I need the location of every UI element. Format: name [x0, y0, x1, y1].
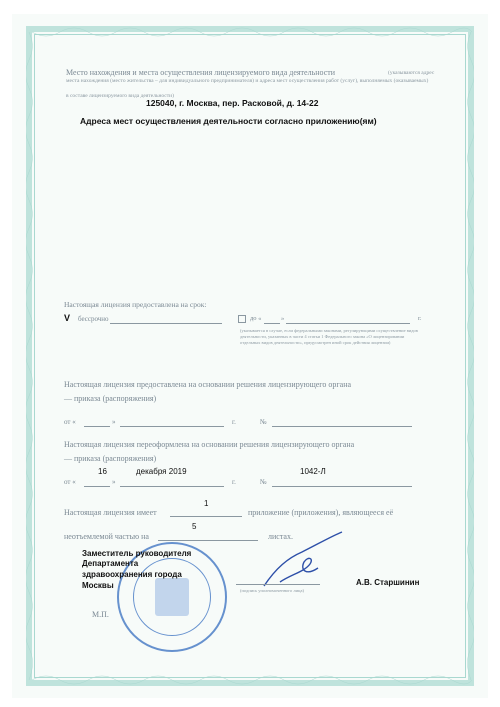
- seal-place-label: М.П.: [92, 610, 109, 619]
- signatory-title-3: здравоохранения города: [82, 570, 182, 579]
- until-prefix: до «: [250, 315, 262, 322]
- basis-month-line: [120, 426, 224, 427]
- places-value: Адреса мест осуществления деятельности согласно приложению(ям): [80, 116, 377, 126]
- reissue-quote: »: [112, 478, 116, 486]
- signature-line: [236, 584, 320, 585]
- reissue-label: Настоящая лицензия переоформлена на основании решения лицензирующего органа: [64, 440, 355, 449]
- reissue-number-line: [272, 486, 412, 487]
- location-label: Место нахождения и места осуществления лицензируемого вида деятельности: [66, 68, 336, 77]
- until-month-line: [286, 323, 410, 324]
- reissue-month-line: [120, 486, 224, 487]
- basis-number-line: [272, 426, 412, 427]
- basis-label-2: — приказа (распоряжения): [64, 394, 157, 403]
- until-day-line: [264, 323, 280, 324]
- basis-number: №: [260, 418, 267, 426]
- reissue-from: от «: [64, 478, 76, 486]
- basis-day-line: [84, 426, 110, 427]
- reissue-order-number: 1042-Л: [300, 467, 326, 476]
- until-quote: »: [281, 315, 285, 322]
- until-checkbox: [238, 315, 246, 323]
- seal-emblem: [155, 578, 189, 616]
- appendix-line2-prefix: неотъемлемой частью на: [64, 532, 149, 541]
- basis-from: от «: [64, 418, 76, 426]
- location-note-2: в составе лицензируемого вида деятельности): [66, 93, 174, 99]
- term-indefinite: бессрочно: [78, 315, 109, 323]
- appendix-pages-line: [158, 540, 258, 541]
- signature: [258, 528, 348, 592]
- term-note: (указывается в случае, если федеральными законами, регулирующими осуществление видов деятельности, указанных в части 4 статьи 1 Федерального закона «О лицензировании отдельных видов деятельности», предусмотрен иной срок действия лицензии): [240, 328, 418, 345]
- appendix-count: 1: [204, 499, 209, 508]
- basis-label: Настоящая лицензия предоставлена на основании решения лицензирующего органа: [64, 380, 352, 389]
- location-note: места нахождения (место жительства – для индивидуального предпринимателя) и адреса мест осуществления работ (услуг), выполняемых (оказываемых): [66, 78, 429, 84]
- basis-year: г.: [232, 418, 236, 426]
- address-value: 125040, г. Москва, пер. Расковой, д. 14-22: [146, 98, 319, 108]
- reissue-day: 16: [98, 467, 107, 476]
- until-year: г.: [418, 315, 422, 322]
- reissue-number: №: [260, 478, 267, 486]
- signatory-name: А.В. Старшинин: [356, 578, 420, 587]
- signatory-title-1: Заместитель руководителя: [82, 549, 192, 558]
- appendix-count-line: [170, 516, 242, 517]
- signature-caption: (подпись уполномоченного лица): [240, 588, 304, 593]
- appendix-line1-suffix: приложение (приложения), являющееся её: [248, 508, 394, 517]
- signatory-title-2: Департамента: [82, 559, 139, 568]
- appendix-line2-suffix: листах.: [268, 532, 293, 541]
- location-note-right: (указываются адрес: [388, 70, 435, 76]
- reissue-year: г.: [232, 478, 236, 486]
- term-line: [110, 323, 222, 324]
- reissue-month-year: декабря 2019: [136, 467, 187, 476]
- signatory-title-4: Москвы: [82, 581, 114, 590]
- term-label: Настоящая лицензия предоставлена на срок:: [64, 300, 207, 309]
- appendix-line1-prefix: Настоящая лицензия имеет: [64, 508, 157, 517]
- basis-quote: »: [112, 418, 116, 426]
- appendix-pages: 5: [192, 522, 197, 531]
- reissue-label-2: — приказа (распоряжения): [64, 454, 157, 463]
- reissue-day-line: [84, 486, 110, 487]
- term-checkmark: V: [64, 313, 71, 323]
